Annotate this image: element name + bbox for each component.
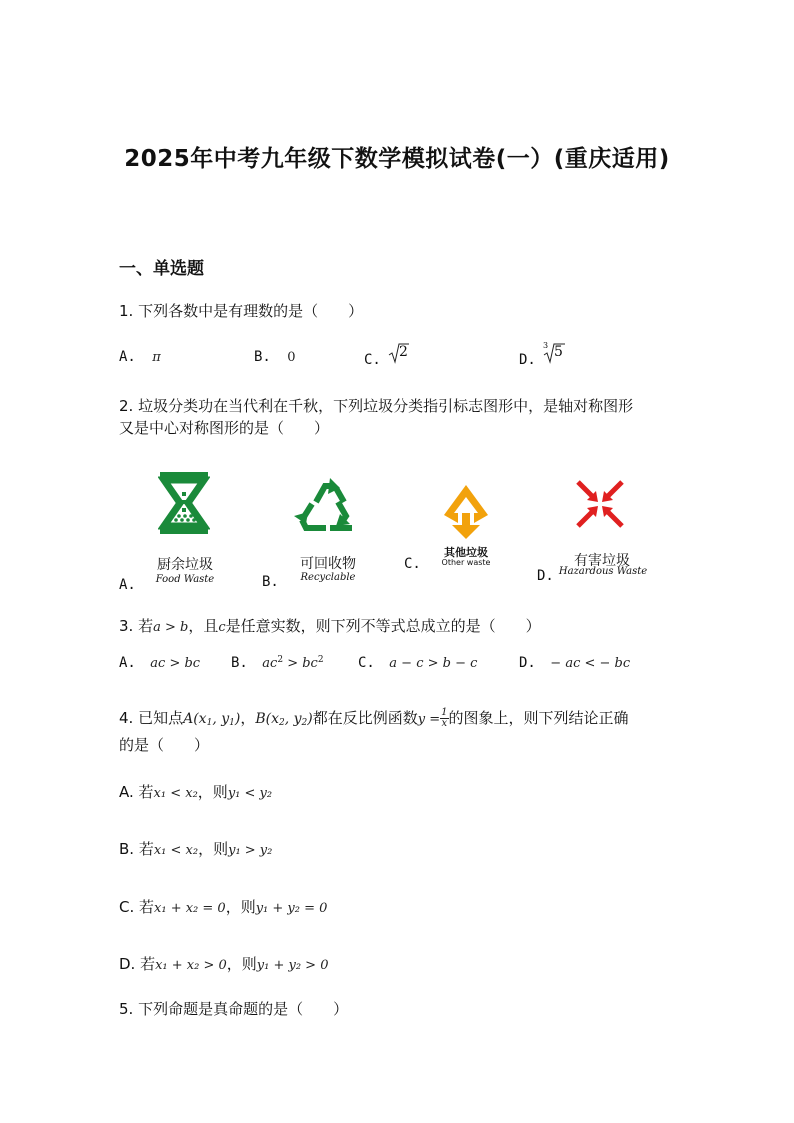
q1-option-d-root	[542, 342, 566, 368]
q2-option-c-label: C.	[404, 556, 421, 572]
q4-option-d-cond: x₁ + x₂ > 0	[155, 958, 227, 973]
q2-option-d-image	[574, 478, 626, 534]
q3-option-c-value: a − c > b − c	[389, 656, 478, 671]
question-3-stem	[119, 611, 541, 643]
q4-option-b-then: ，则	[198, 840, 229, 858]
q3-option-d-label: D.	[519, 655, 536, 671]
section-heading: 一、单选题	[119, 259, 204, 279]
q3-option-c	[358, 655, 477, 671]
q3-stem-post: 是任意实数，则下列不等式总成立的是（ ）	[225, 617, 541, 635]
q3-option-b-exp-2: 2	[317, 655, 324, 665]
q3-option-b-value-1: ac	[262, 656, 278, 671]
question-2-stem-line1: 2. 垃圾分类功在当代利在千秋，下列垃圾分类指引标志图形中，是轴对称图形	[119, 397, 634, 415]
q1-option-a-value: π	[152, 350, 161, 365]
q2-option-b-image	[292, 472, 364, 540]
q4-point-a: $A(x_1$, $y_1$)	[183, 711, 241, 728]
q1-option-c-value: 2	[399, 344, 408, 360]
q2-option-a-label: A.	[119, 577, 136, 593]
q4-option-c	[119, 892, 327, 924]
q4-option-d-result: y₁ + y₂ > 0	[256, 958, 329, 973]
q2-option-c-caption-zh: 其他垃圾	[444, 546, 488, 559]
q3-option-a-value: ac > bc	[150, 656, 201, 671]
q2-option-c-image	[440, 483, 492, 545]
question-4-stem-line2: 的是（ ）	[119, 736, 210, 754]
q1-option-c-sqrt	[388, 342, 410, 368]
q1-option-d	[519, 352, 536, 368]
q4-point-b-letter: B	[255, 711, 266, 727]
food-waste-icon	[158, 470, 210, 536]
question-1-stem: 1. 下列各数中是有理数的是（ ）	[119, 302, 364, 320]
question-4-stem-line1: 4. 已知点$A(x_1$, $y_1$)，$B(x_2$, $y_2$)都在反比例函数y = $\frac{1}{x}$ 的图象上，则下列结论正确	[119, 707, 629, 729]
q4-option-d-then: ，则	[226, 955, 257, 973]
q3-option-d-value: − ac < − bc	[550, 656, 631, 671]
q3-option-c-label: C.	[358, 655, 375, 671]
q1-option-b	[254, 349, 296, 365]
q1-option-d-value: 5	[554, 344, 563, 360]
q4-option-d-label: D. 若	[119, 955, 156, 973]
q3-option-d	[519, 655, 630, 671]
question-5-stem: 5. 下列命题是真命题的是（ ）	[119, 1000, 349, 1018]
page-title: 2025年中考九年级下数学模拟试卷(一）(重庆适用)	[124, 146, 670, 172]
other-waste-icon	[440, 483, 492, 541]
q4-stem-pre: 4. 已知点	[119, 709, 184, 727]
q3-stem-mid: ，且	[188, 617, 219, 635]
q1-option-c-label: C.	[364, 352, 381, 368]
q2-option-b-label: B.	[262, 574, 279, 590]
q3-stem-ab: a > b	[153, 620, 189, 635]
q2-option-a-image	[158, 470, 210, 540]
q4-option-c-cond: x₁ + x₂ = 0	[154, 901, 226, 916]
q4-option-b-result: y₁ > y₂	[228, 843, 273, 858]
q3-option-b-label: B.	[231, 655, 248, 671]
q3-stem-c: c	[218, 620, 226, 635]
q3-option-b-exp-1: 2	[277, 655, 284, 665]
q2-option-c-caption-en: Other waste	[441, 558, 491, 567]
q4-option-c-result: y₁ + y₂ = 0	[255, 901, 328, 916]
q1-option-d-label: D.	[519, 352, 536, 368]
q4-option-c-then: ，则	[225, 898, 256, 916]
q4-point-a-letter: A	[183, 711, 194, 727]
q4-fn-lhs: y =	[417, 712, 441, 727]
q4-point-b: $B(x_2$, $y_2$)	[255, 711, 313, 728]
q4-option-b-cond: x₁ < x₂	[153, 843, 199, 858]
q4-option-a	[119, 777, 272, 809]
q2-option-b-caption-en: Recyclable	[300, 572, 356, 583]
q3-option-b	[231, 655, 324, 671]
q4-option-d	[119, 949, 328, 981]
q1-option-d-index: 3	[543, 341, 549, 350]
q4-stem-mid: 都在反比例函数	[312, 709, 418, 727]
q2-option-d-caption-en: Hazardous Waste	[558, 566, 648, 577]
q4-option-a-result: y₁ < y₂	[227, 786, 273, 801]
q1-option-a	[119, 349, 161, 365]
q4-option-a-then: ，则	[197, 783, 228, 801]
q1-option-b-value: 0	[287, 350, 296, 365]
q4-option-c-label: C. 若	[119, 898, 155, 916]
q1-option-a-label: A.	[119, 349, 136, 365]
q2-option-a-caption-zh: 厨余垃圾	[157, 557, 213, 573]
q3-option-b-value-2: > bc	[283, 656, 318, 671]
q4-fn-numerator: 1	[441, 707, 448, 718]
q4-fn-denominator: x	[441, 718, 448, 729]
q3-option-a	[119, 655, 200, 671]
q3-stem-pre: 3. 若	[119, 617, 154, 635]
q4-option-a-cond: x₁ < x₂	[153, 786, 198, 801]
q4-option-b-label: B. 若	[119, 840, 154, 858]
q2-option-b-caption-zh: 可回收物	[300, 556, 356, 572]
q4-fn-fraction	[440, 708, 448, 729]
q2-option-d-label: D.	[537, 568, 554, 584]
q2-option-d-caption-zh: 有害垃圾	[574, 553, 630, 569]
q1-option-b-label: B.	[254, 349, 271, 365]
recyclable-icon	[292, 472, 364, 536]
q2-option-a-caption-en: Food Waste	[155, 574, 215, 585]
q3-option-a-label: A.	[119, 655, 136, 671]
q4-stem-post: 的图象上，则下列结论正确	[448, 709, 629, 727]
q1-option-c	[364, 352, 381, 368]
hazardous-waste-icon	[574, 478, 626, 530]
question-2-stem-line2: 又是中心对称图形的是（ ）	[119, 419, 330, 437]
q4-option-a-label: A. 若	[119, 783, 154, 801]
q4-option-b	[119, 834, 272, 866]
